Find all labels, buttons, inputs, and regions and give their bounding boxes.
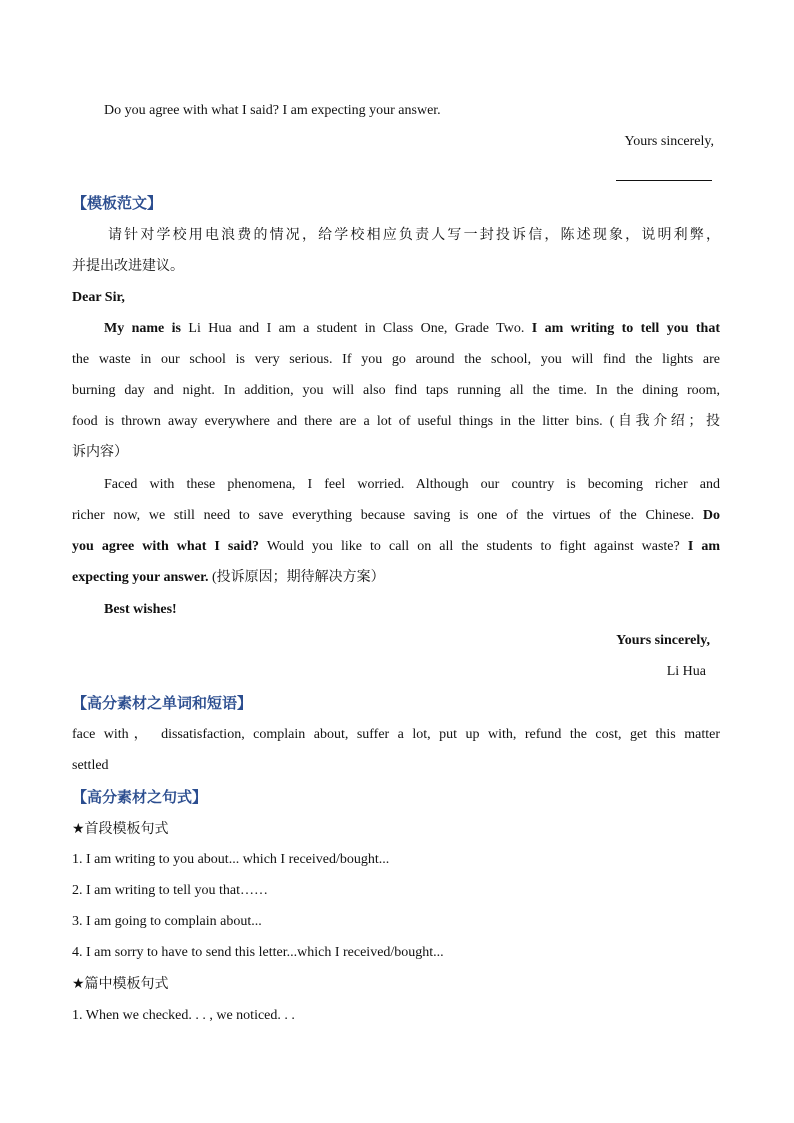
section-heading-model: 【模板范文】 [72, 194, 163, 212]
vocab-line-1: face with， dissatisfaction, complain about, suffer a lot, put up with, refund the cost, get this matter [72, 727, 720, 742]
opening-item: 1. I am writing to you about... which I received/bought... [72, 852, 390, 867]
p1-line-1: My name is Li Hua and I am a student in Class One, Grade Two. I am writing to tell you that [104, 321, 720, 336]
vocab-line-2: settled [72, 758, 109, 773]
top-closing: Yours sincerely, [624, 134, 714, 149]
p1-line-4: food is thrown away everywhere and there are a lot of useful things in the litter bins. (自我介绍；投 [72, 414, 720, 429]
p2-line-2: richer now, we still need to save everything because saving is one of the virtues of the Chinese. Do [72, 508, 720, 523]
section-heading-vocab: 【高分素材之单词和短语】 [72, 694, 253, 712]
middle-item: 1. When we checked. . . , we noticed. . . [72, 1008, 295, 1023]
middle-title: ★篇中模板句式 [72, 976, 169, 992]
p2-line-4: expecting your answer. (投诉原因；期待解决方案） [72, 570, 385, 585]
opening-title: ★首段模板句式 [72, 821, 169, 837]
p1-line-5: 诉内容） [72, 445, 128, 460]
signature-blank-line [616, 180, 712, 181]
model-signature: Li Hua [666, 664, 706, 679]
task-line-1: 请针对学校用电浪费的情况，给学校相应负责人写一封投诉信，陈述现象，说明利弊， [108, 227, 720, 243]
opening-item: 2. I am writing to tell you that…… [72, 883, 268, 898]
p2-line-1: Faced with these phenomena, I feel worried. Although our country is becoming richer and [104, 477, 720, 492]
model-closing: Yours sincerely, [616, 633, 710, 648]
top-line: Do you agree with what I said? I am expecting your answer. [104, 103, 441, 118]
p1-line-3: burning day and night. In addition, you will also find taps running all the time. In the dining room, [72, 383, 720, 398]
section-heading-sentences: 【高分素材之句式】 [72, 788, 208, 806]
task-line-2: 并提出改进建议。 [72, 258, 184, 274]
best-wishes: Best wishes! [104, 602, 177, 617]
salutation: Dear Sir, [72, 290, 125, 305]
opening-item: 4. I am sorry to have to send this letter...which I received/bought... [72, 945, 444, 960]
opening-item: 3. I am going to complain about... [72, 914, 262, 929]
p1-line-2: the waste in our school is very serious. If you go around the school, you will find the lights are [72, 352, 720, 367]
p2-line-3: you agree with what I said? Would you like to call on all the students to fight against waste? I am [72, 539, 720, 554]
